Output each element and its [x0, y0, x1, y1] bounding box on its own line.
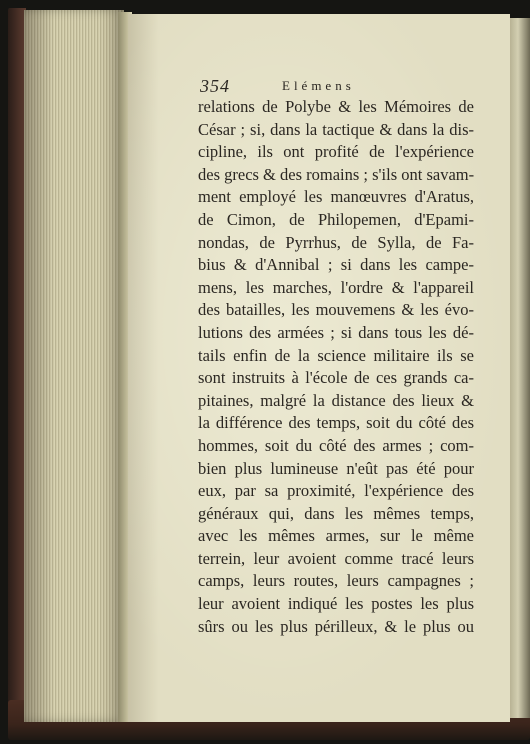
facing-page-edge	[510, 18, 530, 718]
text-line: de Cimon, de Philopemen, d'Epami-	[198, 209, 474, 229]
text-line: relations de Polybe & les Mémoires de	[198, 97, 474, 116]
text-line: généraux qui, dans les mêmes temps,	[198, 503, 474, 523]
text-line: César ; si, dans la tactique & dans la dis-	[198, 119, 474, 139]
text-line: pitaines, malgré la distance des lieux &	[198, 390, 474, 410]
text-line: mens, les marches, l'ordre & l'appareil	[198, 277, 474, 297]
text-line: ment employé les manœuvres d'Aratus,	[198, 187, 474, 207]
text-line: hommes, soit du côté des armes ; com-	[198, 435, 474, 455]
text-line: bius & d'Annibal ; si dans les campe-	[198, 255, 474, 275]
text-line: lutions des armées ; si dans tous les dé-	[198, 322, 474, 342]
running-head: Elémens	[282, 78, 355, 93]
text-line: des grecs & des romains ; s'ils ont savam-	[198, 164, 475, 184]
page-number: 354	[200, 76, 230, 96]
text-line: sûrs ou les plus périlleux, & le plus ou	[198, 616, 474, 636]
text-line: bien plus lumineuse n'eût pas été pour	[198, 458, 474, 478]
text-line: tails enfin de la science militaire ils se	[198, 345, 474, 365]
body-text	[198, 96, 474, 638]
text-line: la différence des temps, soit du côté des	[198, 413, 474, 433]
text-line: avec les mêmes armes, sur le même	[198, 526, 474, 546]
text-line: terrein, leur avoient comme tracé leurs	[198, 548, 474, 568]
text-line: camps, leurs routes, leurs campagnes ;	[198, 571, 474, 591]
text-line: des batailles, les mouvemens & les évo-	[198, 300, 474, 320]
text-line: cipline, ils ont profité de l'expérience	[198, 142, 474, 162]
text-line: eux, par sa proximité, l'expérience des	[198, 481, 474, 501]
text-line: leur avoient indiqué les postes les plus	[198, 594, 474, 614]
text-line: sont instruits à l'école de ces grands ca-	[198, 368, 474, 388]
text-line: nondas, de Pyrrhus, de Sylla, de Fa-	[198, 232, 474, 252]
page-stack-edge	[24, 10, 124, 722]
